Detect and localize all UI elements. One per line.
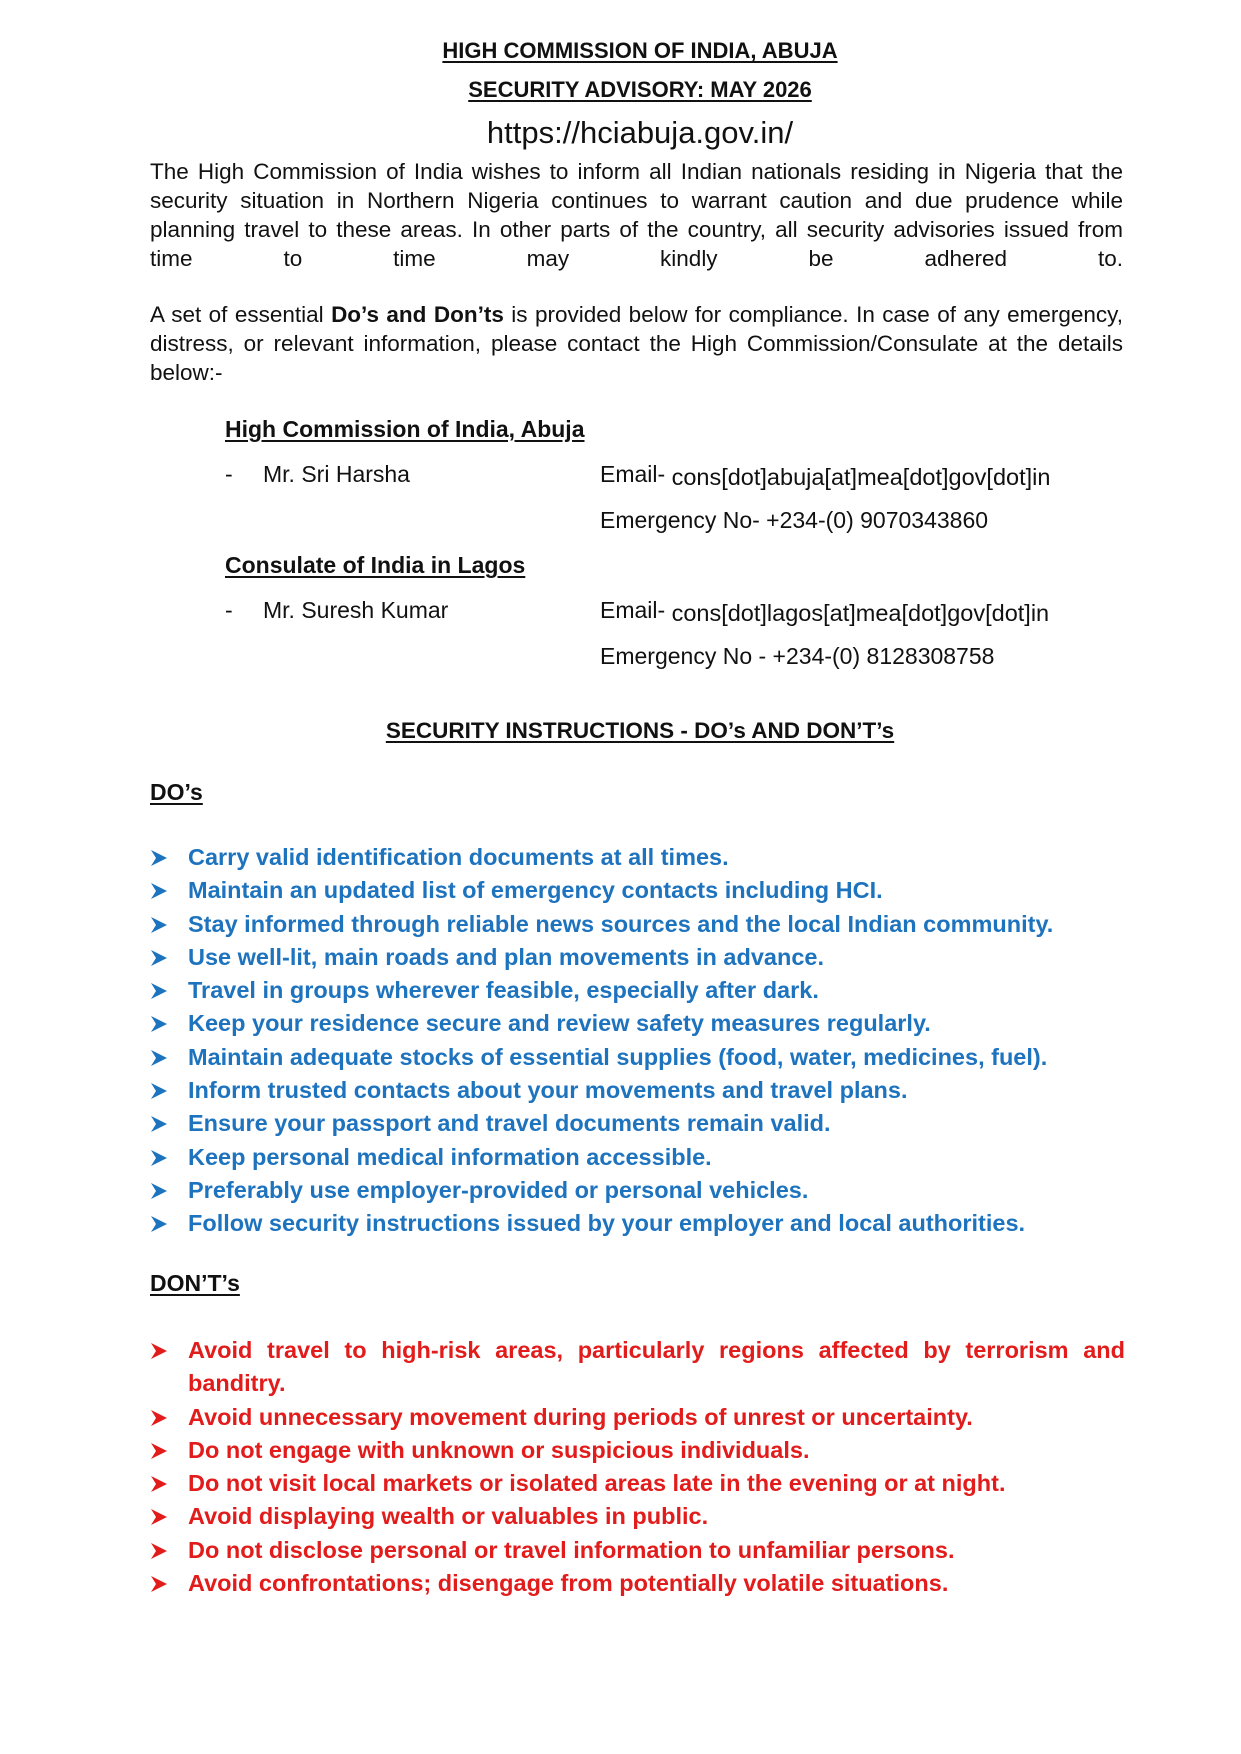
- dos-donts-emphasis: Do’s and Don’ts: [331, 302, 504, 327]
- intro-paragraph: The High Commission of India wishes to inform all Indian nationals residing in Nigeria that the security situation in Northern Nigeria continues to warrant caution and due prudence while planning travel to these areas. In other parts of the country, all security advisories issued from time to time may kindly be adhered to.: [150, 159, 1123, 271]
- list-item: Do not visit local markets or isolated areas late in the evening or at night.: [150, 1467, 1125, 1500]
- emergency-number-abuja: Emergency No- +234-(0) 9070343860: [600, 507, 989, 533]
- email-address-lagos[interactable]: cons[dot]lagos[at]mea[dot]gov[dot]in: [671, 600, 1050, 626]
- document-title: HIGH COMMISSION OF INDIA, ABUJA: [442, 38, 838, 63]
- email-label: Email-: [600, 461, 666, 487]
- dos-list: [150, 841, 1125, 1241]
- instructions-title: SECURITY INSTRUCTIONS - DO’s AND DON’T’s: [385, 718, 895, 743]
- contact-name-abuja: Mr. Sri Harsha: [263, 461, 410, 487]
- list-item: Maintain an updated list of emergency contacts including HCI.: [150, 874, 1125, 907]
- arrowhead-bullet-icon: [150, 1500, 172, 1526]
- email-address-abuja[interactable]: cons[dot]abuja[at]mea[dot]gov[dot]in: [671, 464, 1051, 490]
- email-label: Email-: [600, 597, 666, 623]
- arrowhead-bullet-icon: [150, 1434, 172, 1460]
- arrowhead-bullet-icon: [150, 1007, 172, 1033]
- list-item: Inform trusted contacts about your movements and travel plans.: [150, 1074, 1125, 1107]
- office-heading-abuja: High Commission of India, Abuja: [225, 416, 585, 442]
- contact-paragraph: [150, 300, 1123, 387]
- list-item: Avoid displaying wealth or valuables in public.: [150, 1500, 1125, 1533]
- list-item: Carry valid identification documents at all times.: [150, 841, 1125, 874]
- contact-email-lagos: [600, 597, 1049, 624]
- contact-dash: -: [225, 597, 233, 623]
- list-item: Stay informed through reliable news sources and the local Indian community.: [150, 908, 1125, 941]
- list-item: Avoid unnecessary movement during periods of unrest or uncertainty.: [150, 1401, 1125, 1434]
- arrowhead-bullet-icon: [150, 1107, 172, 1133]
- arrowhead-bullet-icon: [150, 1074, 172, 1100]
- contact-dash: -: [225, 461, 233, 487]
- list-item: Follow security instructions issued by your employer and local authorities.: [150, 1207, 1125, 1240]
- arrowhead-bullet-icon: [150, 1567, 172, 1593]
- arrowhead-bullet-icon: [150, 1401, 172, 1427]
- arrowhead-bullet-icon: [150, 1534, 172, 1560]
- list-item: Do not disclose personal or travel information to unfamiliar persons.: [150, 1534, 1125, 1567]
- arrowhead-bullet-icon: [150, 1041, 172, 1067]
- arrowhead-bullet-icon: [150, 874, 172, 900]
- list-item: Keep your residence secure and review safety measures regularly.: [150, 1007, 1125, 1040]
- contact-name-lagos: Mr. Suresh Kumar: [263, 597, 449, 623]
- contact-paragraph-prefix: A set of essential: [150, 302, 332, 327]
- arrowhead-bullet-icon: [150, 974, 172, 1000]
- document-subtitle: SECURITY ADVISORY: MAY 2026: [468, 77, 812, 102]
- list-item: Preferably use employer-provided or personal vehicles.: [150, 1174, 1125, 1207]
- arrowhead-bullet-icon: [150, 1174, 172, 1200]
- arrowhead-bullet-icon: [150, 1334, 172, 1360]
- list-item: Maintain adequate stocks of essential supplies (food, water, medicines, fuel).: [150, 1041, 1125, 1074]
- arrowhead-bullet-icon: [150, 941, 172, 967]
- list-item: Do not engage with unknown or suspicious individuals.: [150, 1434, 1125, 1467]
- dos-heading: DO’s: [150, 779, 203, 805]
- arrowhead-bullet-icon: [150, 1141, 172, 1167]
- contact-email-abuja: [600, 461, 1050, 488]
- contact-paragraph-suffix: is provided below for compliance. In case of any emergency, distress, or relevant information, please contact the High Commission/Consulate at the details below:-: [150, 302, 1124, 385]
- list-item: Travel in groups wherever feasible, especially after dark.: [150, 974, 1125, 1007]
- list-item: Ensure your passport and travel documents remain valid.: [150, 1107, 1125, 1140]
- list-item: Avoid confrontations; disengage from potentially volatile situations.: [150, 1567, 1125, 1600]
- donts-heading: DON’T’s: [150, 1270, 240, 1296]
- arrowhead-bullet-icon: [150, 1207, 172, 1233]
- office-heading-lagos: Consulate of India in Lagos: [225, 552, 526, 578]
- arrowhead-bullet-icon: [150, 841, 172, 867]
- emergency-number-lagos: Emergency No - +234-(0) 8128308758: [600, 643, 995, 669]
- website-url: https://hciabuja.gov.in/: [486, 115, 794, 150]
- list-item: Keep personal medical information accessible.: [150, 1141, 1125, 1174]
- list-item: Use well-lit, main roads and plan movements in advance.: [150, 941, 1125, 974]
- arrowhead-bullet-icon: [150, 908, 172, 934]
- donts-list: [150, 1334, 1125, 1600]
- list-item: Avoid travel to high-risk areas, particularly regions affected by terrorism and banditry.: [150, 1334, 1125, 1401]
- arrowhead-bullet-icon: [150, 1467, 172, 1493]
